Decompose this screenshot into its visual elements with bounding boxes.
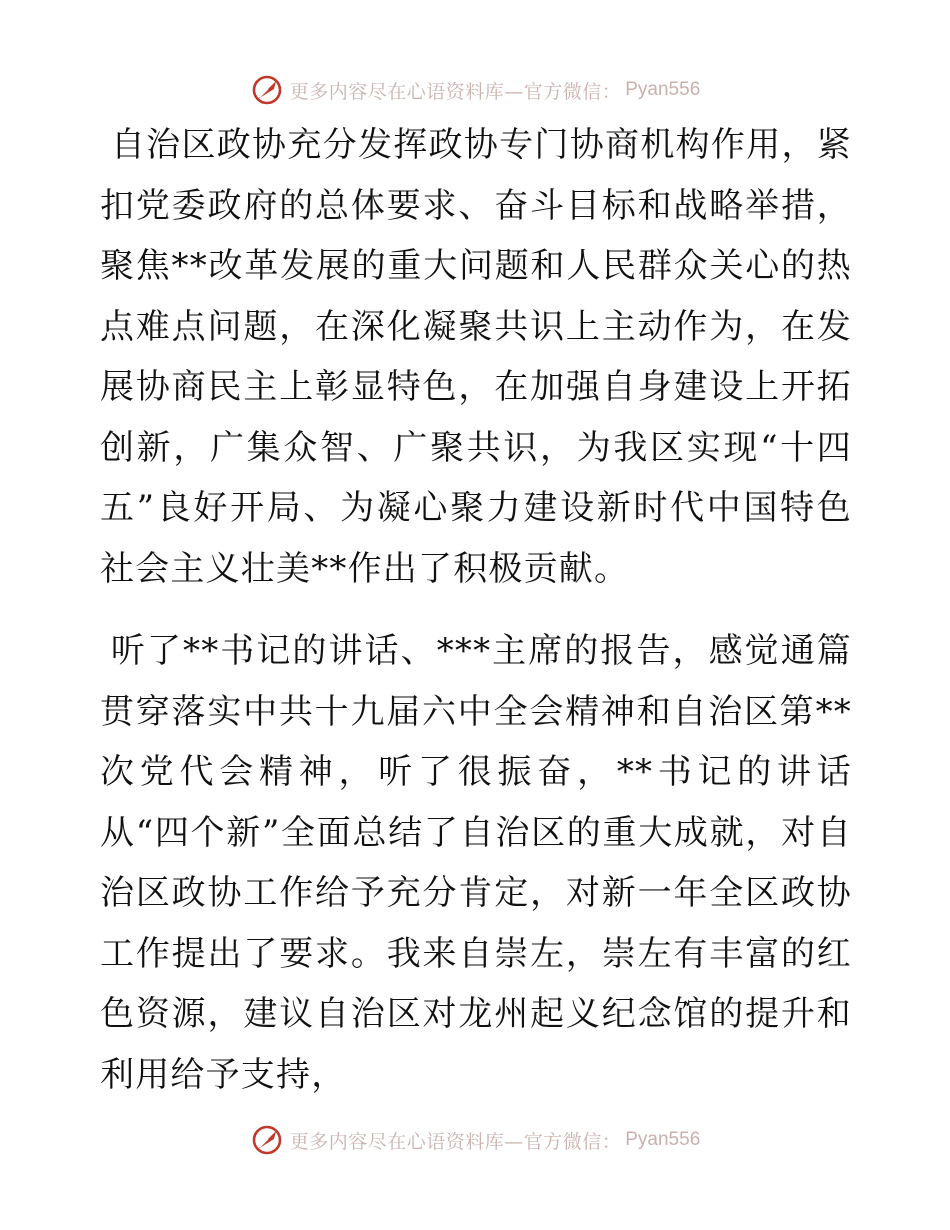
header-watermark (0, 70, 950, 110)
document-body (100, 115, 852, 1105)
footer-watermark (0, 1120, 950, 1160)
quill-logo-icon (250, 73, 284, 107)
paragraph: 听了**书记的讲话、***主席的报告，感觉通篇贯穿落实中共十九届六中全会精神和自治区第**次党代会精神，听了很振奋，**书记的讲话从“四个新”全面总结了自治区的重大成就，对自治区政协工作给予充分肯定，对新一年全区政协工作提出了要求。我来自崇左，崇左有丰富的红色资源，建议自治区对龙州起义纪念馆的提升和利用给予支持， (100, 631, 852, 1095)
watermark-text: 更多内容尽在心语资料库—官方微信： (289, 80, 622, 103)
watermark-brand: Pyan556 (625, 1129, 701, 1150)
quill-logo-icon (250, 1123, 284, 1157)
watermark-text: 更多内容尽在心语资料库—官方微信： (289, 1130, 622, 1153)
paragraph: 自治区政协充分发挥政协专门协商机构作用，紧扣党委政府的总体要求、奋斗目标和战略举措，聚焦**改革发展的重大问题和人民群众关心的热点难点问题，在深化凝聚共识上主动作为，在发展协商民主上彰显特色，在加强自身建设上开拓创新，广集众智、广聚共识，为我区实现“十四五”良好开局、为凝心聚力建设新时代中国特色社会主义壮美**作出了积极贡献。 (100, 125, 852, 589)
watermark-brand: Pyan556 (625, 79, 701, 100)
